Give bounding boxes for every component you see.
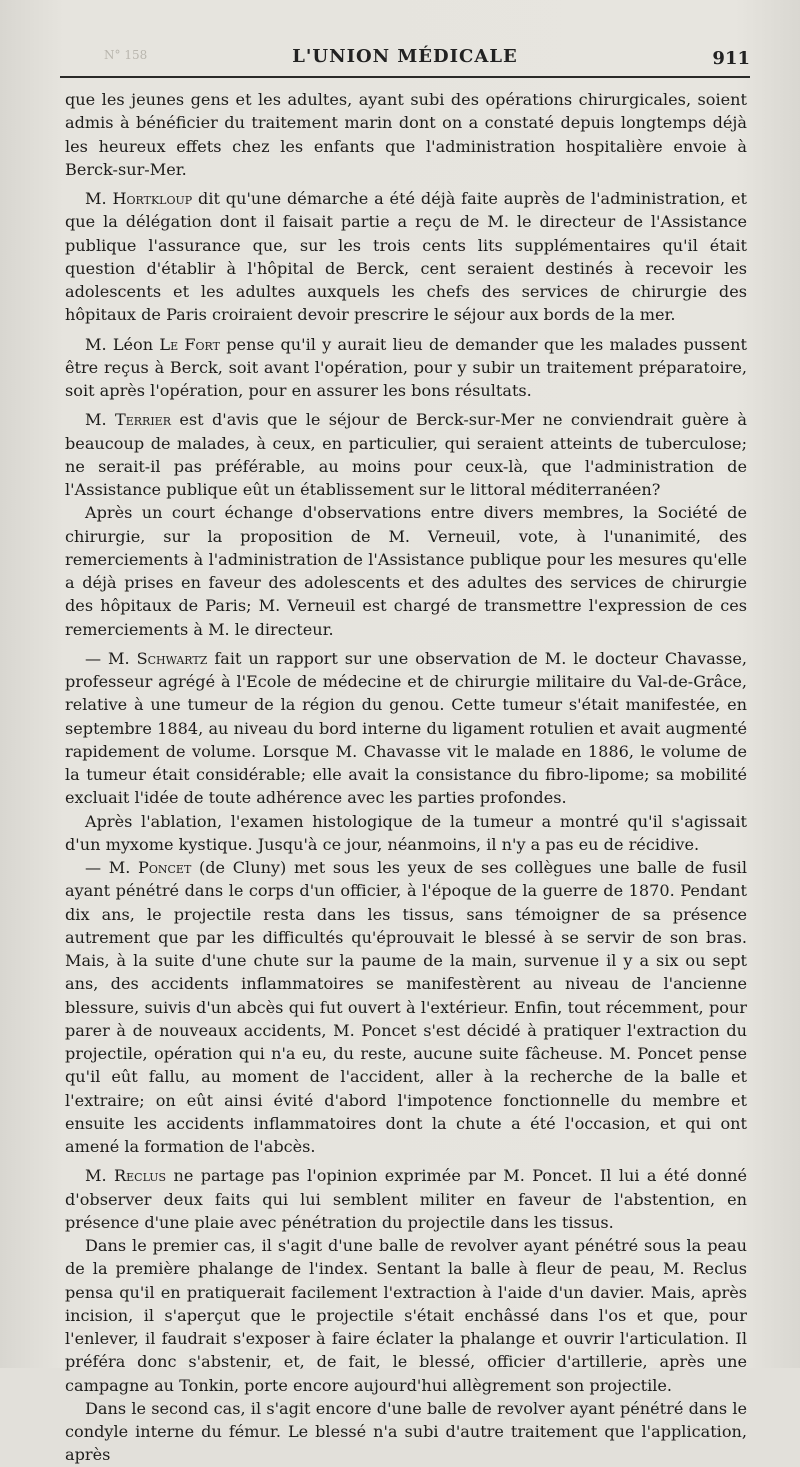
speaker-name: Hortkloup (112, 189, 193, 208)
speaker-name: Schwartz (136, 648, 208, 668)
paragraph-first-case: Dans le premier cas, il s'agit d'une balle de revolver ayant pénétré sous la peau de la première phalange de l'index. Sentant la balle à fleur de peau, M. Reclus pensa qu'il en pratiquerait facilement l'extraction à l'aide d'un davier. Mais, après incision, il s'aperçut que le projectile s'était enchâssé dans l'os et que, pour l'enlever, il faudrait s'exposer à faire éclater la phalange et ouvrir l'articulation. Il préféra donc s'abstenir, et, de fait, le blessé, officier d'artillerie, après une campagne au Tonkin, porte encore aujourd'hui allègrement son projectile. (65, 1236, 747, 1395)
paragraph-hortkloup: M. Hortkloup dit qu'une démarche a été déjà faite auprès de l'administration, et que la délégation dont il faisait partie a reçu de M. le directeur de l'Assistance publique l'assurance que, sur les trois cents lits supplémentaires qu'il était question d'établir à l'hôpital de Berck, cent seraient destinés à recevoir les adolescents et les adultes auxquels les chefs des services de chirurgie des hôpitaux de Paris croiraient devoir prescrire le séjour aux bords de la mer. (65, 189, 748, 325)
paragraph-le-fort: M. Léon Le Fort pense qu'il y aurait lieu de demander que les malades pussent être reçus à Berck, soit avant l'opération, pour y subir un traitement préparatoire, soit après l'opération, pour en assurer les bons résultats. (65, 334, 748, 400)
faded-folio-left: N° 158 (104, 48, 148, 62)
paragraph-continued: que les jeunes gens et les adultes, ayant subi des opérations chirurgicales, soient admis à bénéficier du traitement marin dont on a constaté depuis longtemps déjà les heureux effets chez les enfants que l'administration hospitalière envoie à Berck-sur-Mer. (65, 90, 747, 179)
page-number: 911 (712, 48, 750, 69)
paragraph-second-case: Dans le second cas, il s'agit encore d'une balle de revolver ayant pénétré dans le condyle interne du fémur. Le blessé n'a subi d'autre traitement que l'application, après (65, 1398, 747, 1465)
running-header (60, 42, 750, 76)
paragraph-reclus: M. Reclus ne partage pas l'opinion exprimée par M. Poncet. Il lui a été donné d'observer deux faits qui lui semblent militer en faveur de l'abstention, en présence d'une plaie avec pénétration du projectile dans les tissus. (65, 1166, 747, 1232)
paragraph-schwartz: — M. Schwartz fait un rapport sur une observation de M. le docteur Chavasse, professeur agrégé à l'Ecole de médecine et de chirurgie militaire du Val-de-Grâce, relative à une tumeur de la région du genou. Cette tumeur s'était manifestée, en septembre 1884, au niveau du bord interne du ligament rotulien et avait augmenté rapidement de volume. Lorsque M. Chavasse vit le malade en 1886, le volume de la tumeur était considérable; elle avait la consistance du fibro-lipome; sa mobilité excluait l'idée de toute adhérence avec les parties profondes. (65, 648, 747, 808)
paragraph-terrier: M. Terrier est d'avis que le séjour de Berck-sur-Mer ne conviendrait guère à beaucoup de malades, à ceux, en particulier, qui seraient atteints de tuberculose; ne serait-il pas préférable, au moins pour ceux-là, que l'administration de l'Assistance publique eût un établissement sur le littoral méditerranéen? (65, 410, 747, 499)
speaker-name: Le Fort (159, 334, 220, 354)
speaker-name: Poncet (138, 858, 192, 877)
speaker-name: Reclus (114, 1166, 167, 1186)
paragraph-poncet: — M. Poncet (de Cluny) met sous les yeux de ses collègues une balle de fusil ayant pénétré dans le corps d'un officier, à l'époque de la guerre de 1870. Pendant dix ans, le projectile resta dans les tissus, sans témoigner de sa présence autrement que par les difficultés qu'éprouvait le blessé à se servir de son bras. Mais, à la suite d'une chute sur la paume de la main, survenue il y a six ou sept ans, des accidents inflammatoires se manifestèrent au niveau de l'ancienne blessure, suivis d'un abcès qui fut ouvert à l'extérieur. Enfin, tout récemment, pour parer à de nouveaux accidents, M. Poncet s'est décidé à pratiquer l'extraction du projectile, opération qui n'a eu, du reste, aucune suite fâcheuse. M. Poncet pense qu'il eût fallu, au moment de l'accident, aller à la recherche de la balle et l'extraire; on eût ainsi évité d'abord l'impotence fonctionnelle du membre et ensuite les accidents inflammatoires dont la chute a été l'occasion, et qui ont amené la formation de l'abcès. (65, 858, 747, 1156)
paragraph-vote: Après un court échange d'observations entre divers membres, la Société de chirurgie, sur la proposition de M. Verneuil, vote, à l'unanimité, des remerciements à l'administration de l'Assistance publique pour les mesures qu'elle a déjà prises en faveur des adolescents et des adultes des services de chirurgie des hôpitaux de Paris; M. Verneuil est chargé de transmettre l'expression de ces remerciements à M. le directeur. (65, 503, 747, 639)
paragraph-histology: Après l'ablation, l'examen histologique de la tumeur a montré qu'il s'agissait d'un myxome kystique. Jusqu'à ce jour, néanmoins, il n'y a pas eu de récidive. (65, 811, 747, 854)
journal-title: L'UNION MÉDICALE (292, 46, 518, 67)
speaker-name: Terrier (114, 410, 171, 430)
header-rule (60, 76, 750, 78)
article-body (65, 88, 747, 1467)
